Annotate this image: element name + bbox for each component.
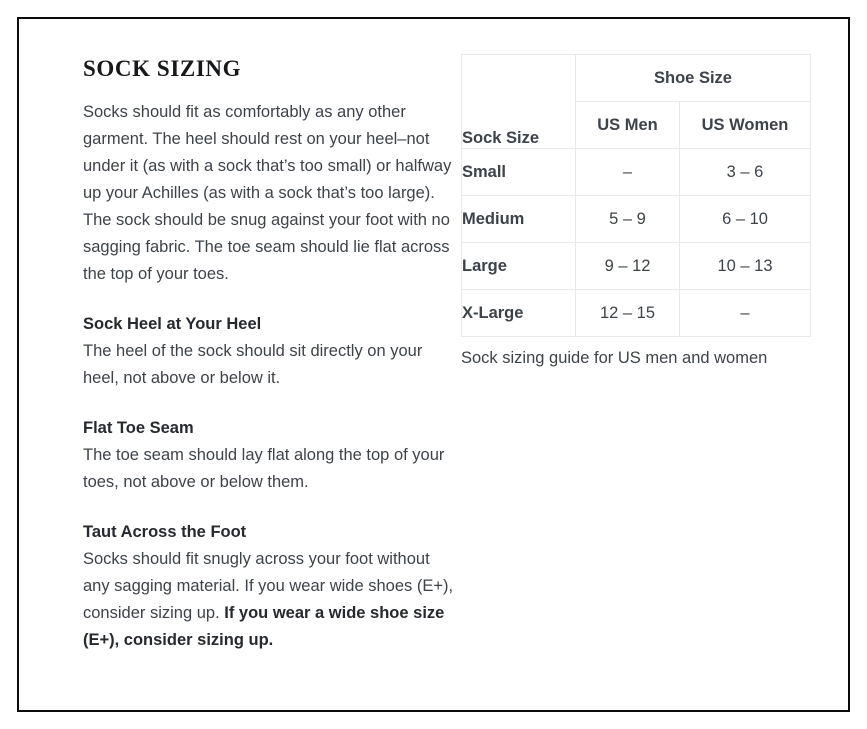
column-header-sock-size: Sock Size <box>462 55 576 149</box>
column-header-us-women: US Women <box>680 102 811 149</box>
section-body-regular: Socks should fit snugly across your foot without any sagging material. If you wear wide shoes (E+), consider sizing up. <box>83 550 454 623</box>
table-column <box>461 54 822 370</box>
content-area <box>19 19 848 654</box>
section-heading: Flat Toe Seam <box>83 419 194 438</box>
intro-paragraph: Socks should fit as comfortably as any other garment. The heel should rest on your heel–not under it (as with a sock that’s too small) or halfway up your Achilles (as with a sock that’s too large). The sock should be snug against your foot with no sagging fabric. The toe seam should lie flat across the top of your toes. <box>83 103 452 284</box>
table-row <box>462 243 811 290</box>
cell-small-us-women: 3 – 6 <box>680 149 811 196</box>
cell-large-us-women: 10 – 13 <box>680 243 811 290</box>
section-body <box>83 546 454 654</box>
column-header-us-men: US Men <box>576 102 680 149</box>
cell-x-large-us-women: – <box>680 290 811 337</box>
table-row <box>462 290 811 337</box>
section-body-bold: If you wear a wide shoe size (E+), consider sizing up. <box>83 604 445 650</box>
table-row <box>462 196 811 243</box>
section-flat-toe-seam <box>83 415 454 496</box>
article-column <box>83 54 454 654</box>
row-label-x-large: X-Large <box>462 290 576 337</box>
section-heading: Sock Heel at Your Heel <box>83 315 262 334</box>
cell-medium-us-men: 5 – 9 <box>576 196 680 243</box>
row-label-medium: Medium <box>462 196 576 243</box>
row-label-large: Large <box>462 243 576 290</box>
cell-medium-us-women: 6 – 10 <box>680 196 811 243</box>
sock-sizing-table <box>461 54 811 337</box>
section-taut-across-foot <box>83 519 454 654</box>
cell-small-us-men: – <box>576 149 680 196</box>
cell-large-us-men: 9 – 12 <box>576 243 680 290</box>
table-caption: Sock sizing guide for US men and women <box>461 349 768 367</box>
table-group-header-row <box>462 55 811 102</box>
group-header-shoe-size: Shoe Size <box>576 55 811 102</box>
section-body: The toe seam should lay flat along the top of your toes, not above or below them. <box>83 446 445 492</box>
section-body: The heel of the sock should sit directly on your heel, not above or below it. <box>83 342 423 388</box>
section-heading: Taut Across the Foot <box>83 523 247 542</box>
section-sock-heel <box>83 311 454 392</box>
row-label-small: Small <box>462 149 576 196</box>
cell-x-large-us-men: 12 – 15 <box>576 290 680 337</box>
page-frame <box>17 17 850 712</box>
page-title: SOCK SIZING <box>83 56 242 81</box>
table-row <box>462 149 811 196</box>
